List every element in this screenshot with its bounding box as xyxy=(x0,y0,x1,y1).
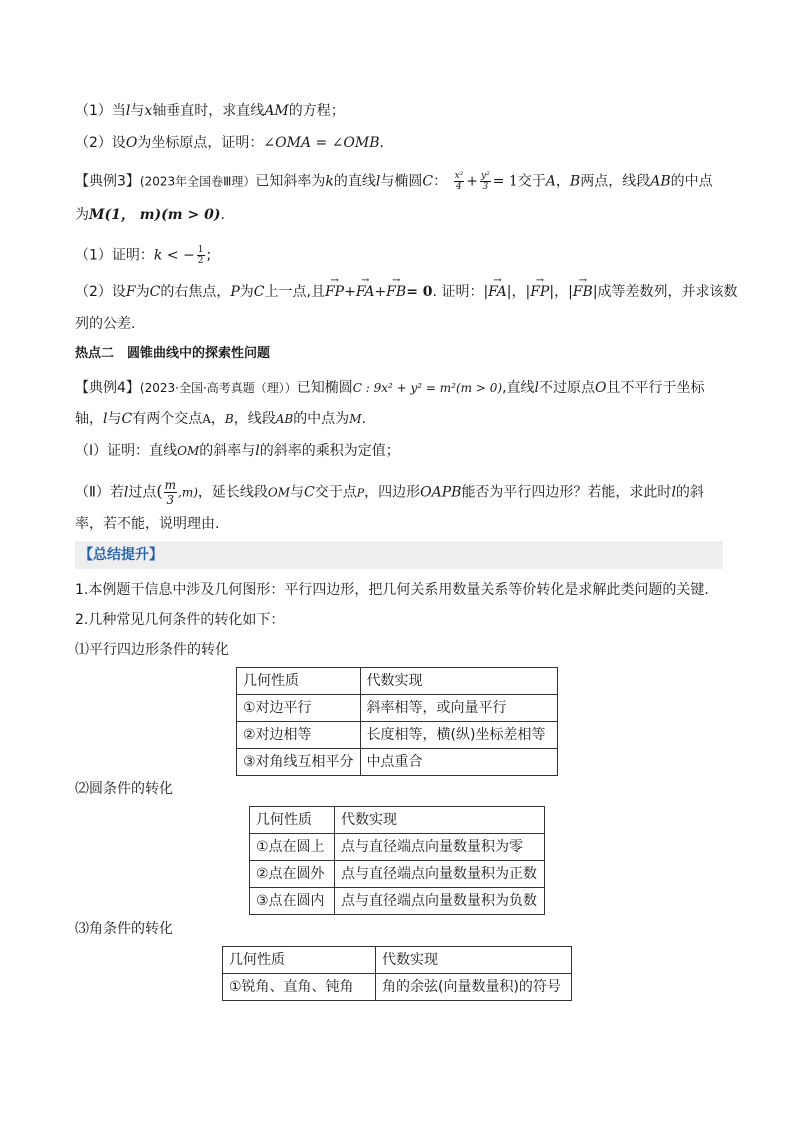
table-cell: ②对边相等 xyxy=(237,722,361,749)
table-header-cell: 几何性质 xyxy=(250,807,335,834)
example-4-line-1: 【典例4】(2023·全国·高考真题（理））已知椭圆C : 9x² + y² = m²(m > 0),直线l不过原点O且不平行于坐标 xyxy=(75,380,705,396)
table-row xyxy=(250,834,545,861)
table-cell: 点与直径端点向量数量积为正数 xyxy=(335,861,545,888)
table-cell: ③对角线互相平分 xyxy=(237,749,361,776)
table-header-cell: 代数实现 xyxy=(376,947,572,974)
table-cell: ①点在圆上 xyxy=(250,834,335,861)
table-header-cell: 几何性质 xyxy=(237,668,361,695)
table-angle-conditions xyxy=(222,946,572,1001)
example-4-tag: 【典例4】 xyxy=(75,380,140,396)
table-circle-conditions xyxy=(249,806,545,915)
hot-spot-heading: 热点二 圆锥曲线中的探索性问题 xyxy=(75,346,271,361)
example-4-line-2: 轴，l与C有两个交点A，B，线段AB的中点为M. xyxy=(75,411,366,427)
example-3-line-1: 【典例3】(2023年全国卷Ⅲ理）已知斜率为k的直线l与椭圆C： $\frac{\text{x²}}{4}$ + $\frac{\text{y²}}{3}$ = 1交于A，B两点，线段AB的中点 xyxy=(75,171,713,192)
example-4-part-1: （Ⅰ）证明：直线OM的斜率与l的斜率的乘积为定值； xyxy=(75,443,400,459)
table-parallelogram-conditions xyxy=(236,667,558,776)
fraction-one-half: $\frac{1}{2}$ xyxy=(197,245,204,266)
summary-title: 【总结提升】 xyxy=(79,547,163,563)
example-3-tag: 【典例3】 xyxy=(75,173,140,190)
fraction-m-over-3: $\frac{m}{3}$ xyxy=(164,478,177,507)
example-3-part-2: （2）设F为C的右焦点，P为C上一点,且→ FP+→ FA+→ FB= 𝟎. 证明：|→ FA|，|→ FP|，|→ FB|成等差数列，并求该数 xyxy=(75,282,725,302)
table-row xyxy=(250,861,545,888)
table-header-row xyxy=(250,807,545,834)
question-part-1: （1）当l与x轴垂直时，求直线AM的方程； xyxy=(75,103,345,119)
table-2-caption: ⑵圆条件的转化 xyxy=(75,781,173,797)
table-cell: 长度相等，横(纵)坐标差相等 xyxy=(360,722,557,749)
summary-item-1: 1.本例题干信息中涉及几何图形：平行四边形，把几何关系用数量关系等价转化是求解此类问题的关键. xyxy=(75,582,709,598)
table-cell: ①对边平行 xyxy=(237,695,361,722)
example-3-part-1: （1）证明：k < − $\frac{1}{2}$ ; xyxy=(75,245,212,266)
table-cell: 斜率相等，或向量平行 xyxy=(360,695,557,722)
example-3-part-2-line-2: 列的公差. xyxy=(75,316,136,332)
table-row xyxy=(250,888,545,915)
example-3-line-2: 为M(1， m)(m > 0). xyxy=(75,207,225,223)
table-row xyxy=(237,695,558,722)
summary-item-2: 2.几种常见几何条件的转化如下： xyxy=(75,612,285,628)
table-1-caption: ⑴平行四边形条件的转化 xyxy=(75,642,229,658)
table-cell: 角的余弦(向量数量积)的符号 xyxy=(376,974,572,1001)
table-header-cell: 几何性质 xyxy=(223,947,376,974)
table-header-cell: 代数实现 xyxy=(335,807,545,834)
table-header-cell: 代数实现 xyxy=(360,668,557,695)
summary-heading-bar xyxy=(75,541,723,569)
table-row xyxy=(237,749,558,776)
fraction-x2-over-4: $\frac{\text{x²}}{4}$ xyxy=(454,171,464,192)
table-cell: ③点在圆内 xyxy=(250,888,335,915)
table-cell: 中点重合 xyxy=(360,749,557,776)
table-row xyxy=(237,722,558,749)
table-cell: 点与直径端点向量数量积为零 xyxy=(335,834,545,861)
table-3-caption: ⑶角条件的转化 xyxy=(75,921,173,937)
table-cell: ①锐角、直角、钝角 xyxy=(223,974,376,1001)
fraction-y2-over-3: $\frac{\text{y²}}{3}$ xyxy=(480,171,490,192)
question-part-2: （2）设O为坐标原点，证明：∠OMA = ∠OMB. xyxy=(75,135,384,151)
table-cell: ②点在圆外 xyxy=(250,861,335,888)
table-cell: 点与直径端点向量数量积为负数 xyxy=(335,888,545,915)
table-header-row xyxy=(237,668,558,695)
example-4-part-2-line-2: 率，若不能，说明理由. xyxy=(75,516,220,532)
table-header-row xyxy=(223,947,572,974)
table-row xyxy=(223,974,572,1001)
example-4-part-2: （Ⅱ）若l过点( $\frac{m}{3}$ ,m)，延长线段OM与C交于点P，四边形OAPB能否为平行四边形？若能，求此时l的斜 xyxy=(75,478,704,507)
